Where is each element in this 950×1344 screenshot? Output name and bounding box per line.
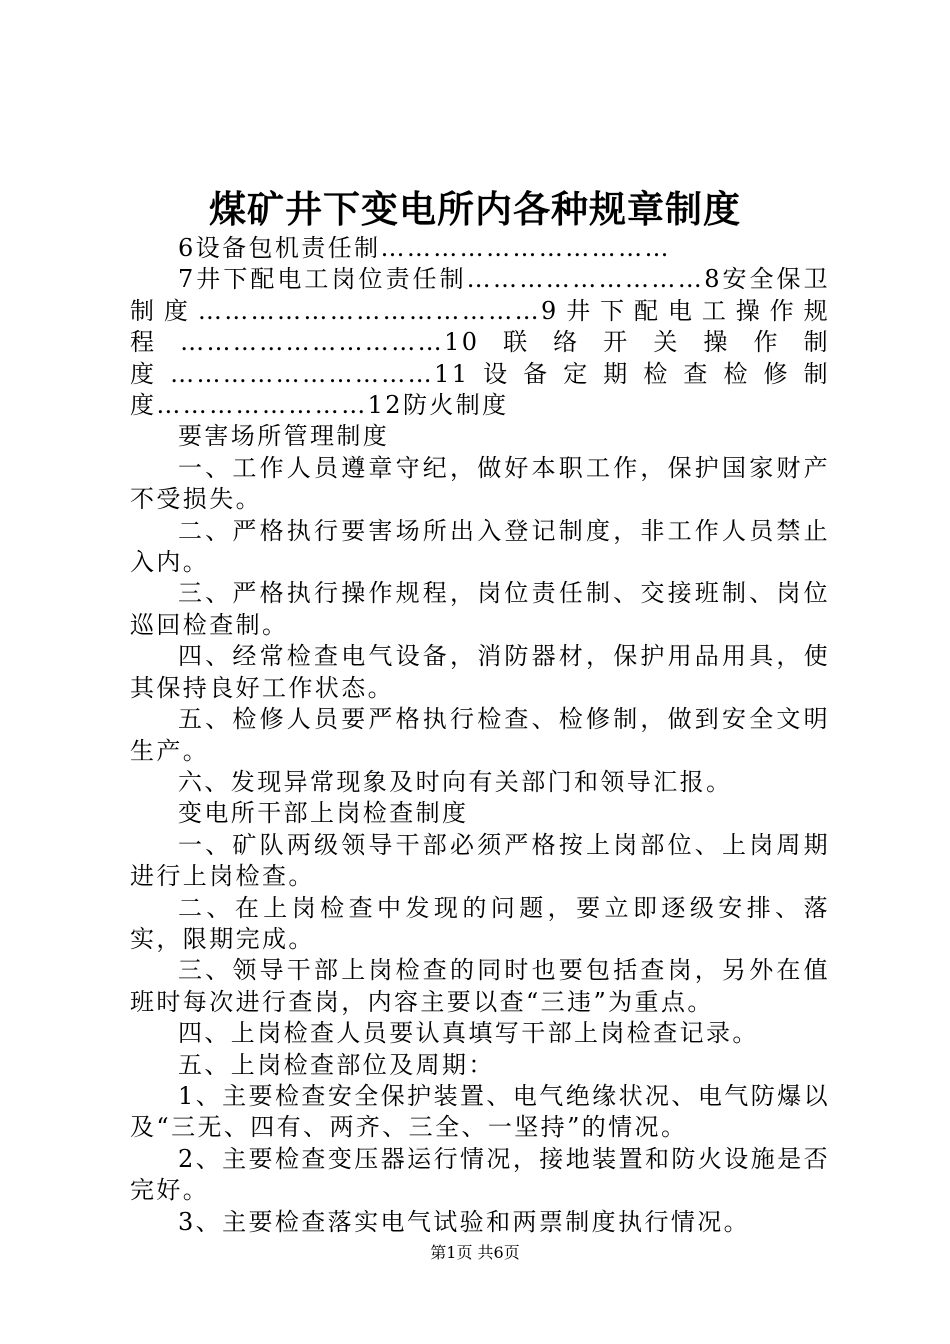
paragraph: 二、在上岗检查中发现的问题，要立即逐级安排、落实，限期完成。: [130, 893, 830, 953]
paragraph: 一、工作人员遵章守纪，做好本职工作，保护国家财产不受损失。: [130, 453, 830, 514]
section-heading: 要害场所管理制度: [178, 422, 390, 451]
paragraph: 四、经常检查电气设备，消防器材，保护用品用具，使其保持良好工作状态。: [130, 642, 830, 702]
paragraph: 2、主要检查变压器运行情况，接地装置和防火设施是否完好。: [130, 1144, 830, 1205]
paragraph: 三、严格执行操作规程，岗位责任制、交接班制、岗位巡回检查制。: [130, 579, 830, 639]
document-body: [130, 233, 830, 1238]
paragraph: 一、矿队两级领导干部必须严格按上岗部位、上岗周期进行上岗检查。: [130, 830, 830, 891]
paragraph: 四、上岗检查人员要认真填写干部上岗检查记录。: [178, 1019, 759, 1048]
document-title: 煤矿井下变电所内各种规章制度: [209, 187, 741, 231]
paragraph: 三、领导干部上岗检查的同时也要包括查岗，另外在值班时每次进行查岗，内容主要以查“三违”为重点。: [130, 956, 830, 1016]
paragraph: 7井下配电工岗位责任制………………………8安全保卫制度…………………………………9井下配电工操作规程…………………………10联络开关操作制度…………………………11设备定期检查检修制度……………………12防火制度: [130, 265, 830, 420]
paragraph: 1、主要检查安全保护装置、电气绝缘状况、电气防爆以及“三无、四有、两齐、三全、一坚持”的情况。: [130, 1081, 830, 1142]
paragraph: 六、发现异常现象及时向有关部门和领导汇报。: [178, 767, 733, 796]
page-footer: 第1页 共6页: [430, 1243, 520, 1262]
paragraph: 二、严格执行要害场所出入登记制度，非工作人员禁止入内。: [130, 516, 830, 577]
paragraph: 五、检修人员要严格执行检查、检修制，做到安全文明生产。: [130, 705, 830, 765]
paragraph: 6设备包机责任制……………………………: [178, 234, 671, 262]
paragraph: 3、主要检查落实电气试验和两票制度执行情况。: [178, 1207, 751, 1236]
paragraph: 五、上岗检查部位及周期：: [178, 1050, 495, 1079]
section-heading: 变电所干部上岗检查制度: [178, 799, 469, 828]
